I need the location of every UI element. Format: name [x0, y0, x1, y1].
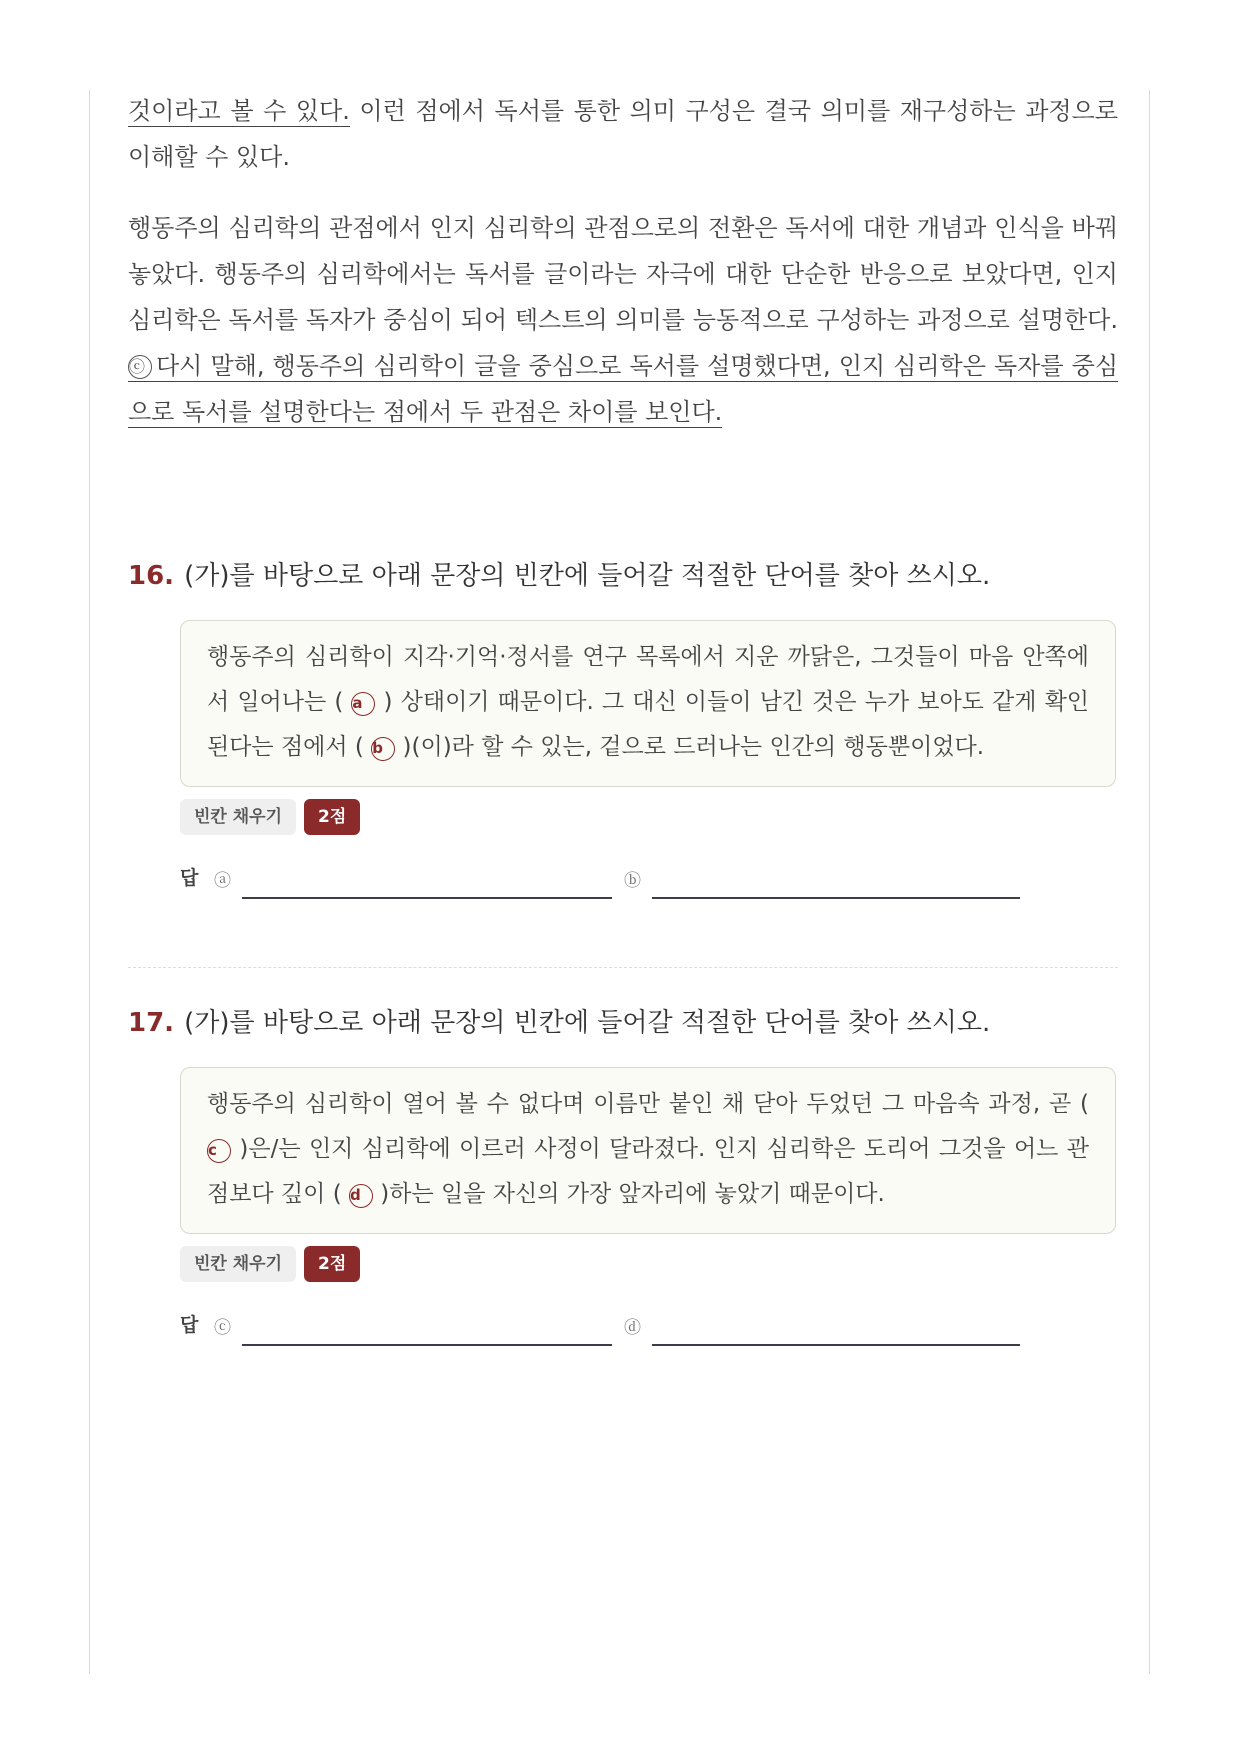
blank-c-marker: c	[207, 1139, 231, 1163]
question-divider	[128, 967, 1118, 968]
box-text: ) 상태이기 때문이다. 그 대신 이들이 남긴 것은 누가 보아도 같게 확인된다는 점에서 (	[207, 689, 1089, 760]
answer-row	[180, 1300, 1118, 1348]
question-prompt: (가)를 바탕으로 아래 문장의 빈칸에 들어갈 적절한 단어를 찾아 쓰시오.	[184, 1008, 991, 1038]
question-header	[128, 560, 1118, 594]
answer-row	[180, 853, 1118, 901]
fill-in-box	[180, 620, 1116, 787]
blank-d-marker: d	[349, 1184, 373, 1208]
question-type-badge: 빈칸 채우기	[180, 799, 296, 835]
answer-mark-d: ⓓ	[624, 1318, 641, 1338]
answer-label: 답	[180, 867, 199, 889]
paragraph-text: 이런 점에서 독서를 통한 의미 구성은 결국 의미를 재구성하는 과정으로 이해할 수 있다.	[128, 97, 1118, 171]
answer-line-b[interactable]	[652, 897, 1020, 899]
box-text: )(이)라 할 수 있는, 겉으로 드러나는 인간의 행동뿐이었다.	[395, 734, 985, 760]
question-tags	[180, 1246, 1118, 1286]
answer-label: 답	[180, 1314, 199, 1336]
points-badge: 2점	[304, 799, 360, 835]
box-text: 행동주의 심리학이 열어 볼 수 없다며 이름만 붙인 채 닫아 두었던 그 마음속 과정, 곧 (	[207, 1091, 1089, 1117]
paragraph-text: 행동주의 심리학의 관점에서 인지 심리학의 관점으로의 전환은 독서에 대한 개념과 인식을 바꿔 놓았다. 행동주의 심리학에서는 독서를 글이라는 자극에 대한 단순한 반응으로 보았다면, 인지 심리학은 독서를 독자가 중심이 되어 텍스트의 의미를 능동적으로 구성하는 과정으로 설명한다.	[128, 214, 1118, 334]
question-number: 17.	[128, 1008, 175, 1038]
underlined-text: 다시 말해, 행동주의 심리학이 글을 중심으로 독서를 설명했다면, 인지 심리학은 독자를 중심으로 독서를 설명한다는 점에서 두 관점은 차이를 보인다.	[128, 352, 1118, 426]
question-17	[128, 1007, 1118, 1348]
box-text: )하는 일을 자신의 가장 앞자리에 놓았기 때문이다.	[373, 1181, 885, 1207]
underlined-text: 것이라고 볼 수 있다.	[128, 97, 350, 125]
fill-in-box	[180, 1067, 1116, 1234]
blank-b-marker: b	[371, 737, 395, 761]
points-badge: 2점	[304, 1246, 360, 1282]
box-text: )은/는 인지 심리학에 이르러 사정이 달라졌다. 인지 심리학은 도리어 그것을 어느 관점보다 깊이 (	[207, 1136, 1089, 1207]
question-type-badge: 빈칸 채우기	[180, 1246, 296, 1282]
underlined-sentence-c	[128, 352, 1118, 428]
answer-mark-c: ⓒ	[214, 1318, 231, 1338]
question-tags	[180, 799, 1118, 839]
answer-line-a[interactable]	[242, 897, 612, 899]
circled-c-marker: ⓒ	[128, 355, 152, 379]
answer-line-c[interactable]	[242, 1344, 612, 1346]
passage-paragraph-1	[128, 88, 1118, 180]
answer-line-d[interactable]	[652, 1344, 1020, 1346]
question-number: 16.	[128, 561, 175, 591]
page-border-right	[1149, 90, 1150, 1674]
question-header	[128, 1007, 1118, 1041]
answer-mark-a: ⓐ	[214, 871, 231, 891]
box-text: 행동주의 심리학이 지각·기억·정서를 연구 목록에서 지운 까닭은, 그것들이 마음 안쪽에서 일어나는 (	[207, 644, 1089, 715]
question-16	[128, 560, 1118, 901]
question-prompt: (가)를 바탕으로 아래 문장의 빈칸에 들어갈 적절한 단어를 찾아 쓰시오.	[184, 561, 991, 591]
blank-a-marker: a	[351, 692, 375, 716]
answer-mark-b: ⓑ	[624, 871, 641, 891]
passage-paragraph-2	[128, 205, 1118, 435]
page-border-left	[89, 90, 90, 1674]
